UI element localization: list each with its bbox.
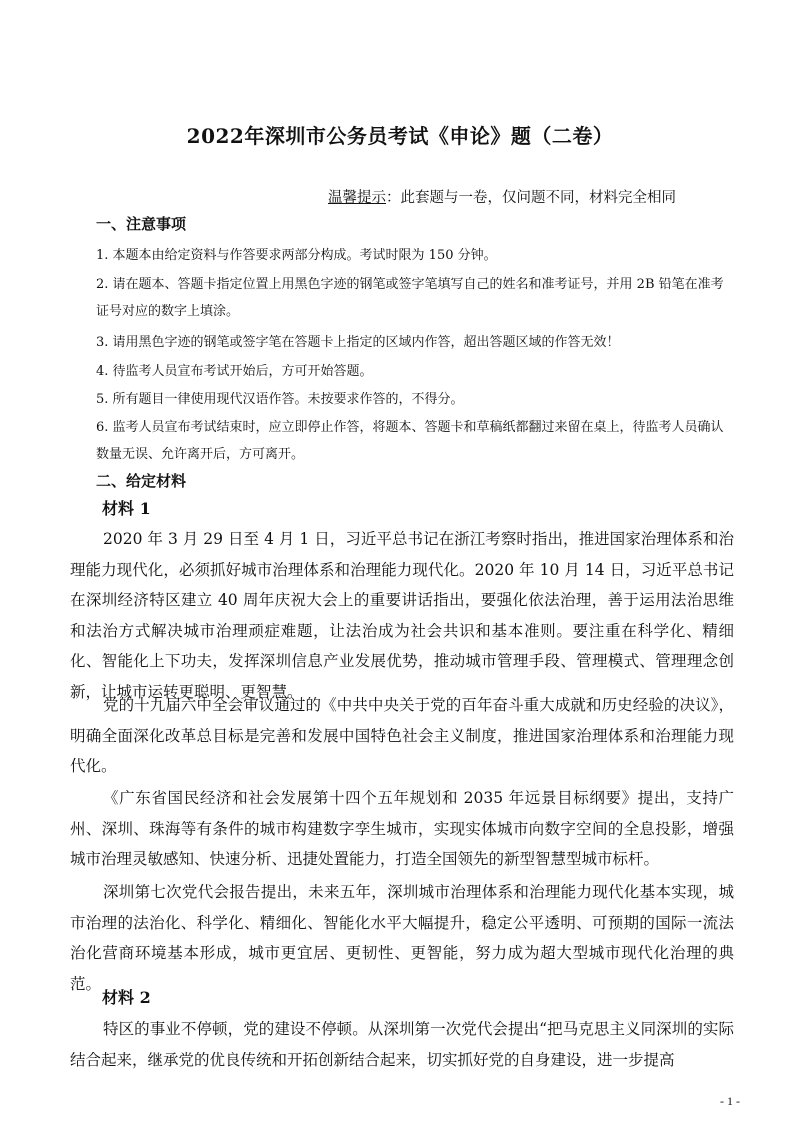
section-materials-heading: 二、给定材料 [96,473,187,490]
material-1-paragraph-2: 党的十九届六中全会审议通过的《中共中央关于党的百年奋斗重大成就和历史经验的决议》，明确全面深化改革总目标是完善和发展中国特色社会主义制度，推进国家治理体系和治理能力现代化。 [70,696,734,775]
warm-tip-text: ：此套题与一卷，仅问题不同，材料完全相同 [386,190,676,206]
note-item-5: 5. 所有题目一律使用现代汉语作答。未按要求作答的，不得分。 [96,392,464,407]
section-notes-heading: 一、注意事项 [96,216,187,233]
note-item-6: 6. 监考人员宣布考试结束时，应立即停止作答，将题本、答题卡和草稿纸都翻过来留在桌上，待监考人员确认数量无误、允许离开后，方可离开。 [96,420,724,462]
document-title: 2022年深圳市公务员考试《申论》题（二卷） [186,124,614,148]
page-number: - 1 - [720,1094,740,1108]
material-1-paragraph-1: 2020 年 3 月 29 日至 4 月 1 日，习近平总书记在浙江考察时指出，推进国家治理体系和治理能力现代化，必须抓好城市治理体系和治理能力现代化。2020 年 10 月 14 日，习近平总书记在深圳经济特区建立 40 周年庆祝大会上的重要讲话指出，要强化依法治理，善于运用法治思维和法治方式解决城市治理顽症难题，让法治成为社会共识和基本准则。要注重在科学化、精细化、智能化上下功夫，发挥深圳信息产业发展优势，推动城市管理手段、管理模式、管理理念创新，让城市运转更聪明、更智慧。 [70,530,734,701]
material-2-title: 材料 2 [102,988,151,1007]
material-2-paragraph-1: 特区的事业不停顿，党的建设不停顿。从深圳第一次党代会提出“把马克思主义同深圳的实际结合起来，继承党的优良传统和开拓创新结合起来，切实抓好党的自身建设，进一步提高 [70,1020,734,1069]
material-1-paragraph-3: 《广东省国民经济和社会发展第十四个五年规划和 2035 年远景目标纲要》提出，支持广州、深圳、珠海等有条件的城市构建数字孪生城市，实现实体城市向数字空间的全息投影，增强城市治理灵敏感知、快速分析、迅捷处置能力，打造全国领先的新型智慧型城市标杆。 [70,789,734,868]
note-item-2: 2. 请在题本、答题卡指定位置上用黑色字迹的钢笔或签字笔填写自己的姓名和准考证号，并用 2B 铅笔在准考证号对应的数字上填涂。 [96,277,724,319]
warm-tip [328,186,676,207]
material-1-paragraph-4: 深圳第七次党代会报告提出，未来五年，深圳城市治理体系和治理能力现代化基本实现，城市治理的法治化、科学化、精细化、智能化水平大幅提升，稳定公平透明、可预期的国际一流法治化营商环境基本形成，城市更宜居、更韧性、更智能，努力成为超大型城市现代化治理的典范。 [70,883,734,993]
note-item-3: 3. 请用黑色字迹的钢笔或签字笔在答题卡上指定的区域内作答，超出答题区域的作答无效！ [96,335,620,350]
note-item-1: 1. 本题本由给定资料与作答要求两部分构成。考试时限为 150 分钟。 [96,248,497,263]
material-1-title: 材料 1 [102,499,151,518]
note-item-4: 4. 待监考人员宣布考试开始后，方可开始答题。 [96,364,373,379]
warm-tip-label: 温馨提示 [328,190,386,206]
